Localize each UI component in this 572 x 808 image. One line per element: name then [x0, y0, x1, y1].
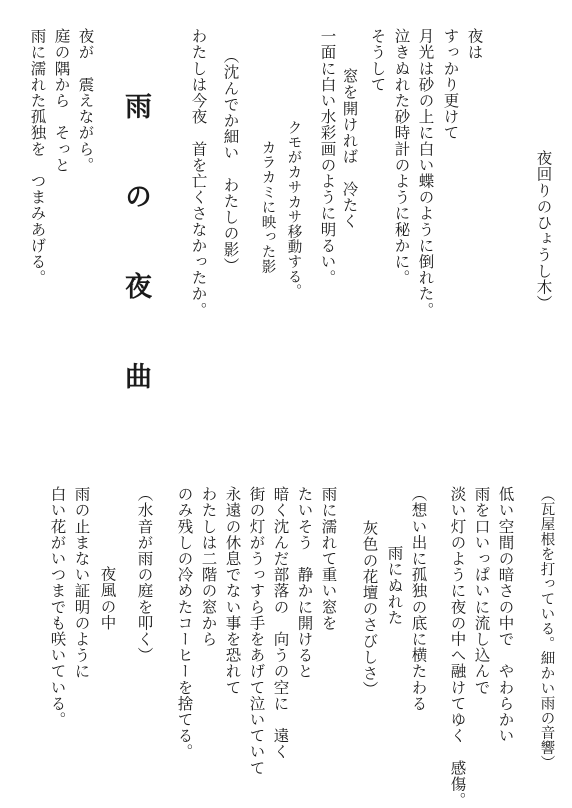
poem-line: （想い出に孤独の底に横たわる	[409, 486, 428, 712]
poem-line: 永遠の休息でない事を恐れて	[223, 486, 242, 696]
poem-line: 月光は砂の上に白い蝶のように倒れた。	[416, 28, 435, 318]
poem-line: （沈んでか細い わたしの影）	[221, 48, 240, 274]
poem-line: 夜は	[465, 28, 484, 61]
poem-line: 淡い灯のように夜の中へ融けてゆく 感傷。	[448, 486, 467, 808]
poem-line: 一面に白い水彩画のように明るい。	[318, 28, 337, 286]
poem-line: 雨に濡れて重い窓を	[319, 486, 338, 631]
poem-line: （水音が雨の庭を叩く）	[135, 486, 154, 664]
poem-line: 街の灯がうっすら手をあげて泣いていて	[247, 486, 266, 776]
poem-line: 暗く沈んだ部落の 向うの空に 遠く	[271, 486, 290, 760]
poem-line: 灰色の花壇のさびしさ）	[360, 520, 379, 698]
poem-line: そうして	[368, 28, 387, 93]
poem-line: 雨にぬれた	[385, 545, 404, 626]
poem-line: のみ残しの冷めたコーヒーを捨てる。	[175, 486, 194, 760]
poem-line: 雨の止まない証明のように	[72, 486, 91, 680]
poem-line: たいそう 静かに開けると	[295, 486, 314, 680]
poem-line: 夜風の中	[98, 566, 117, 631]
poem-line: 窓を開ければ 冷たく	[340, 68, 359, 229]
poem-line: 雨に濡れた孤独を つまみあげる。	[28, 28, 47, 286]
poem-line: カラカミに映った影	[259, 140, 276, 275]
poem-line: 雨を口いっぱいに流し込んで	[472, 486, 491, 696]
poem-line: 泣きぬれた砂時計のように秘かに。	[392, 28, 411, 286]
poem-line: 夜が 震えながら。	[76, 28, 95, 173]
poem-line: 低い空間の暗さの中で やわらかい	[496, 486, 515, 744]
poem-subtitle: 夜回りのひょうし木）	[534, 150, 553, 311]
poem-line: （瓦屋根を打っている。細かい雨の音響）	[538, 487, 555, 771]
poem-line: わたしは今夜 首を亡くさなかったか。	[189, 28, 208, 318]
poem-line: わたしは二階の窓から	[199, 486, 218, 647]
poem-line: 庭の隅から そっと	[52, 28, 71, 173]
poem-line: すっかり更けて	[441, 28, 460, 141]
poem-line: 白い花がいつまでも咲いている。	[48, 486, 67, 728]
poem-title: 雨 の 夜 曲	[120, 92, 151, 405]
poem-line: クモがカサカサ移動する。	[285, 120, 302, 299]
